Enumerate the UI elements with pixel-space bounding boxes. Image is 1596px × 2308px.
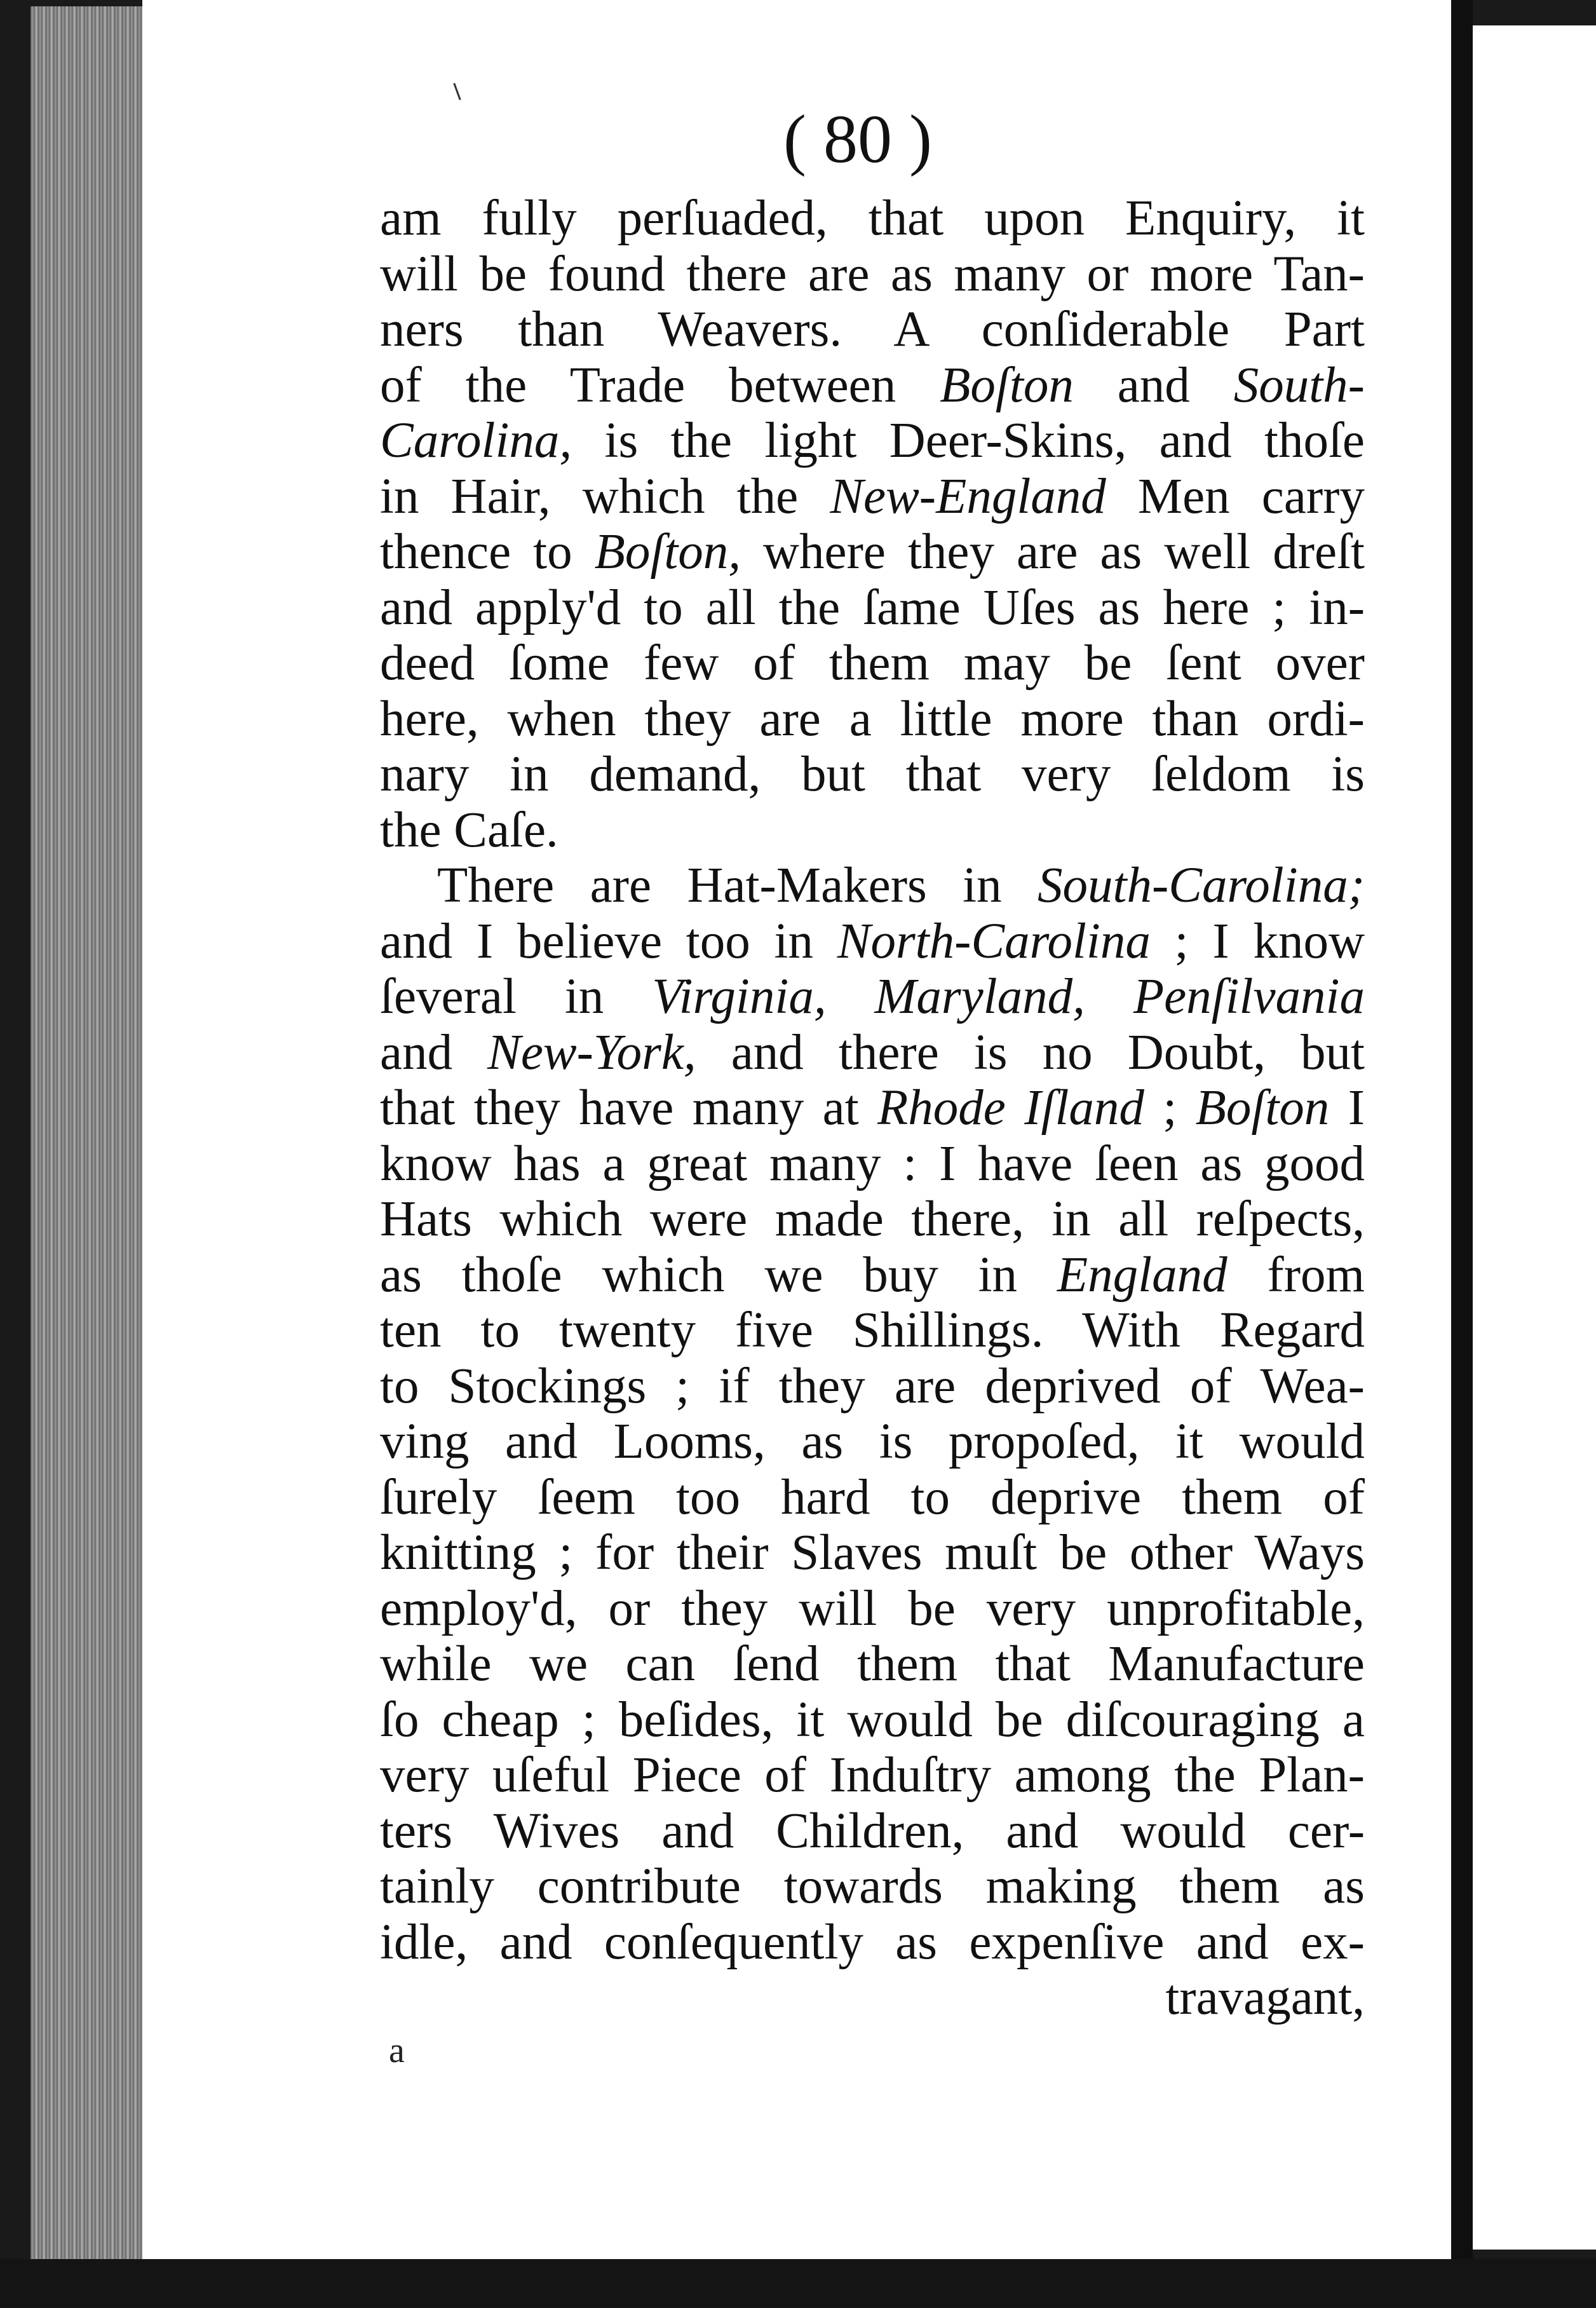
text-run: thence to xyxy=(380,524,595,580)
text-run: that they have many at xyxy=(380,1080,878,1136)
text-run: and I believe too in xyxy=(380,913,837,969)
italic-run: North-Carolina xyxy=(837,913,1151,969)
text-run: I xyxy=(1329,1080,1365,1136)
facing-page-fragment xyxy=(1473,25,1596,2250)
text-run: tainly contribute towards making them as xyxy=(380,1859,1365,1914)
text-line xyxy=(380,1359,1365,1415)
text-line xyxy=(380,469,1365,525)
text-line xyxy=(380,635,1365,691)
italic-run: England xyxy=(1057,1247,1227,1303)
text-run: ; xyxy=(1144,1080,1196,1136)
signature-mark: a xyxy=(389,2031,405,2070)
text-run xyxy=(827,969,875,1024)
italic-run: New-England xyxy=(830,468,1106,524)
italic-run: South- xyxy=(1233,357,1365,413)
text-run: is the light Deer-Skins, and thoſe xyxy=(572,413,1365,468)
text-run: and apply'd to all the ſame Uſes as here ; in- xyxy=(380,580,1365,635)
text-line xyxy=(380,969,1365,1025)
text-line xyxy=(380,1470,1365,1526)
text-run: ners than Weavers. A conſiderable Part xyxy=(380,302,1365,357)
text-line xyxy=(380,914,1365,970)
text-line xyxy=(380,1803,1365,1859)
italic-run: Penſilvania xyxy=(1133,969,1365,1024)
text-run: in Hair, which the xyxy=(380,468,830,524)
book-gutter xyxy=(1451,0,1473,2308)
text-line xyxy=(380,803,1365,859)
text-run: knitting ; for their Slaves muſt be other Ways xyxy=(380,1525,1365,1580)
text-line xyxy=(380,1303,1365,1359)
italic-run: South-Carolina; xyxy=(1038,858,1365,913)
text-run: as thoſe which we buy in xyxy=(380,1247,1057,1303)
text-line xyxy=(380,358,1365,414)
text-run: ving and Looms, as is propoſed, it would xyxy=(380,1414,1365,1469)
text-line xyxy=(380,1080,1365,1136)
text-line xyxy=(380,1748,1365,1803)
text-run: nary in demand, but that very ſeldom is xyxy=(380,747,1365,802)
text-line xyxy=(380,524,1365,580)
scan-background xyxy=(0,2259,1596,2308)
text-line xyxy=(380,691,1365,747)
text-run: and xyxy=(1073,357,1234,413)
text-run xyxy=(1085,969,1133,1024)
text-line xyxy=(380,1636,1365,1692)
text-run: to Stockings ; if they are deprived of Wea- xyxy=(380,1358,1365,1414)
text-line xyxy=(380,1859,1365,1915)
text-line xyxy=(380,580,1365,636)
text-line xyxy=(380,1581,1365,1637)
text-run: am fully perſuaded, that upon Enquiry, it xyxy=(380,191,1365,246)
text-run: ; I know xyxy=(1150,913,1365,969)
text-line xyxy=(380,747,1365,803)
text-run: idle, and conſequently as expenſive and ex- xyxy=(380,1914,1365,1970)
text-line xyxy=(380,191,1365,247)
italic-run: Boſton xyxy=(1195,1080,1330,1136)
text-run: Hats which were made there, in all reſpects, xyxy=(380,1191,1365,1247)
italic-run: Boſton xyxy=(940,357,1074,413)
text-run: will be found there are as many or more Tan- xyxy=(380,246,1365,302)
text-run: and there is no Doubt, but xyxy=(696,1024,1365,1080)
text-line xyxy=(380,1414,1365,1470)
text-run: travagant, xyxy=(1165,1970,1365,2025)
text-run: the Caſe. xyxy=(380,802,558,858)
text-run: of the Trade between xyxy=(380,357,940,413)
italic-run: Carolina, xyxy=(380,413,572,468)
text-line xyxy=(380,1025,1365,1081)
italic-run: Rhode Iſland xyxy=(877,1080,1144,1136)
text-line xyxy=(380,247,1365,302)
text-run: very uſeful Piece of Induſtry among the Plan- xyxy=(380,1748,1365,1803)
text-line xyxy=(380,1247,1365,1303)
text-run: employ'd, or they will be very unprofitable, xyxy=(380,1580,1365,1636)
italic-run: Virginia, xyxy=(652,969,827,1024)
italic-run: Maryland, xyxy=(874,969,1085,1024)
text-run: and xyxy=(380,1024,488,1080)
text-line xyxy=(380,1970,1365,2026)
text-run: know has a great many : I have ſeen as good xyxy=(380,1136,1365,1191)
text-run: There are Hat-Makers in xyxy=(437,858,1038,913)
text-run: here, when they are a little more than ordi- xyxy=(380,691,1365,747)
text-run: where they are as well dreſt xyxy=(741,524,1365,580)
text-line xyxy=(380,302,1365,358)
page-number: ( 80 ) xyxy=(783,102,932,177)
text-line xyxy=(380,858,1365,914)
text-run: ſo cheap ; beſides, it would be diſcouraging a xyxy=(380,1692,1365,1748)
text-run: Men carry xyxy=(1106,468,1365,524)
text-run: deed ſome few of them may be ſent over xyxy=(380,635,1365,691)
italic-run: Boſton, xyxy=(594,524,741,580)
text-run: ſeveral in xyxy=(380,969,653,1024)
body-text xyxy=(380,191,1365,2026)
text-line xyxy=(380,1136,1365,1192)
text-run: while we can ſend them that Manufacture xyxy=(380,1636,1365,1692)
text-line xyxy=(380,413,1365,469)
text-line xyxy=(380,1915,1365,1971)
text-run: from xyxy=(1227,1247,1365,1303)
text-run: ten to twenty five Shillings. With Regard xyxy=(380,1303,1365,1358)
text-run: ters Wives and Children, and would cer- xyxy=(380,1803,1365,1859)
text-line xyxy=(380,1191,1365,1247)
page-block-edge xyxy=(30,6,142,2262)
italic-run: New-York, xyxy=(487,1024,696,1080)
text-line xyxy=(380,1525,1365,1581)
text-run: ſurely ſeem too hard to deprive them of xyxy=(380,1469,1365,1525)
text-line xyxy=(380,1692,1365,1748)
